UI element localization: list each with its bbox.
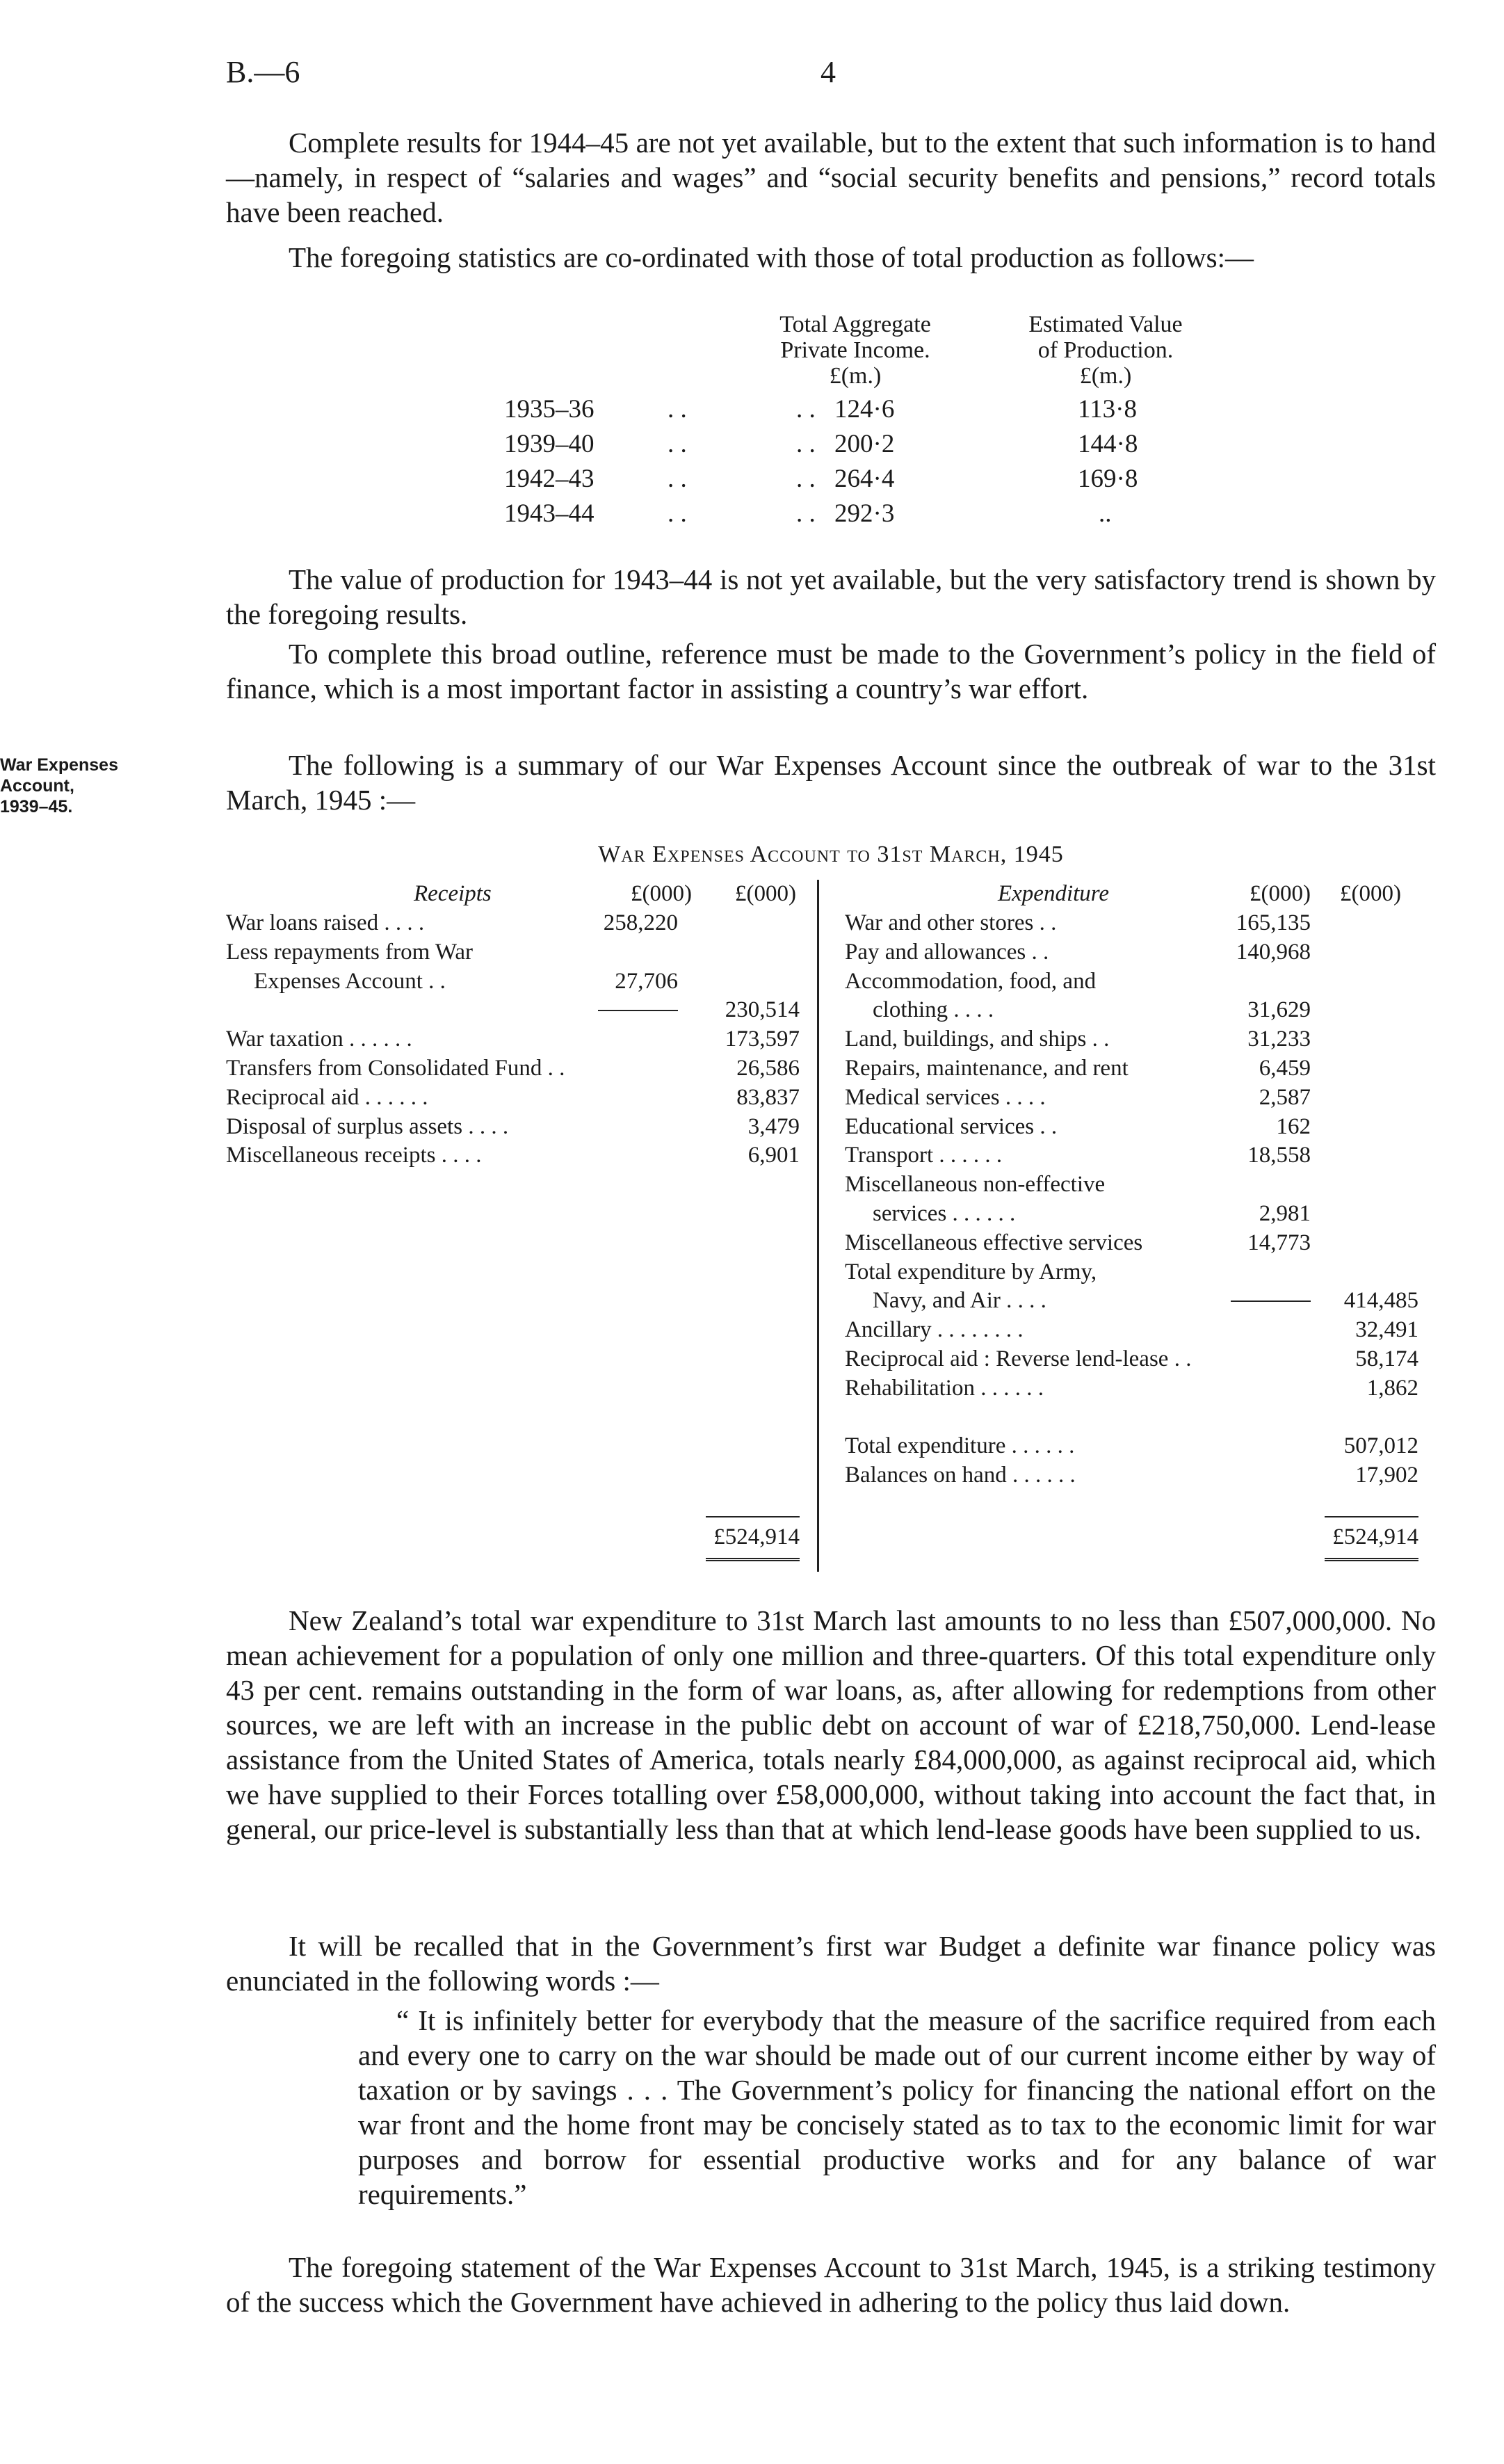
expenditure-total: £524,914 bbox=[1332, 1524, 1418, 1549]
expenditure-row-total: 32,491 bbox=[1355, 1317, 1418, 1343]
expenditure-row-amount: 2,587 bbox=[1259, 1084, 1311, 1110]
unit-header: £(000) bbox=[1250, 881, 1311, 906]
expenditure-header: Expenditure bbox=[998, 881, 1110, 906]
receipt-row-total: 83,837 bbox=[736, 1084, 800, 1110]
paragraph-3: The value of production for 1943–44 is not yet available, but the very satisfactory trend is shown by the foregoing results. bbox=[226, 563, 1436, 630]
expenditure-row-label: Medical services . . . . bbox=[845, 1084, 1046, 1110]
war-expenses-account bbox=[226, 880, 1436, 1586]
receipt-row-label: Disposal of surplus assets . . . . bbox=[226, 1113, 509, 1139]
expenditure-row-amount: 14,773 bbox=[1247, 1230, 1311, 1255]
paragraph-2: The foregoing statistics are co-ordinated with those of total production as follows:— bbox=[289, 241, 1254, 273]
paragraph-5: The following is a summary of our War Expenses Account since the outbreak of war to the 31st March, 1945 :— bbox=[226, 749, 1436, 816]
expenditure-row-amount: 18,558 bbox=[1247, 1143, 1311, 1168]
receipt-row-total: 3,479 bbox=[747, 1113, 800, 1139]
double-rule bbox=[1325, 1558, 1418, 1561]
receipts-header: Receipts bbox=[414, 881, 492, 906]
double-rule bbox=[706, 1558, 800, 1561]
expenditure-row-label: Total expenditure . . . . . . bbox=[845, 1433, 1075, 1459]
expenditure-row-total: 58,174 bbox=[1355, 1346, 1418, 1371]
expenditure-row-label: Accommodation, food, and bbox=[845, 968, 1097, 994]
receipt-row-label: War loans raised . . . . bbox=[226, 910, 425, 935]
paragraph-8: The foregoing statement of the War Expenses Account to 31st March, 1945, is a striking testimony of the success which the Government have achieved in adhering to the policy thus laid down. bbox=[226, 2251, 1436, 2318]
expenditure-row-label: Land, buildings, and ships . . bbox=[845, 1026, 1110, 1052]
expenditure-row-label: Transport . . . . . . bbox=[845, 1143, 1003, 1168]
page-number: 4 bbox=[820, 55, 836, 89]
paragraph-6: New Zealand’s total war expenditure to 31st March last amounts to no less than £507,000,000. No mean achievement for a population of only one million and three-quarters. Of this total expenditure only 43 per cent. remains outstanding in the form of war loans, as, after allowing for redemptions from other sources, we are left with an increase in the public debt on account of war of £218,750,000. Lend-lease assistance from the United States of America, totals nearly £84,000,000, as against reciprocal aid, which we have supplied to their Forces totalling over £58,000,000, without taking into account the fact that, in general, our price-level is substantially less than that at which lend-lease goods have been supplied to us. bbox=[226, 1604, 1436, 1845]
expenditure-row-total: 17,902 bbox=[1355, 1463, 1418, 1488]
expenditure-row-amount: 165,135 bbox=[1236, 910, 1311, 935]
expenditure-row-label: Educational services . . bbox=[845, 1113, 1058, 1139]
account-title: War Expenses Account to 31st March, 1945 bbox=[598, 842, 1064, 867]
col-header-private-income: Total Aggregate Private Income. £(m.) bbox=[779, 312, 931, 389]
receipt-row-label: Miscellaneous receipts . . . . bbox=[226, 1143, 482, 1168]
receipt-row-label: Transfers from Consolidated Fund . . bbox=[226, 1056, 565, 1081]
total-rule bbox=[706, 1516, 800, 1517]
receipt-row-label: Less repayments from War bbox=[226, 939, 474, 965]
expenditure-row-label: Ancillary . . . . . . . . bbox=[845, 1317, 1024, 1343]
expenditure-row-label: Navy, and Air . . . . bbox=[873, 1288, 1046, 1314]
column-divider bbox=[817, 880, 819, 1572]
paragraph-4: To complete this broad outline, reference must be made to the Government’s policy in the field of finance, which is a most important factor in assisting a country’s war effort. bbox=[226, 638, 1436, 704]
expenditure-row-label: Repairs, maintenance, and rent bbox=[845, 1056, 1129, 1081]
document-code: B.—6 bbox=[226, 55, 300, 89]
expenditure-row-label: clothing . . . . bbox=[873, 997, 994, 1023]
paragraph-1: Complete results for 1944–45 are not yet available, but to the extent that such information is to hand—namely, in respect of “salaries and wages” and “social security benefits and pensions,” record totals have been reached. bbox=[226, 127, 1436, 228]
margin-note: War Expenses Account, 1939–45. bbox=[0, 755, 118, 816]
unit-header: £(000) bbox=[1340, 881, 1401, 906]
subtotal-rule bbox=[598, 1010, 678, 1011]
expenditure-row-amount: 31,233 bbox=[1247, 1026, 1311, 1052]
unit-header: £(000) bbox=[735, 881, 796, 906]
expenditure-row-total: 1,862 bbox=[1366, 1375, 1418, 1401]
expenditure-row-label: War and other stores . . bbox=[845, 910, 1057, 935]
expenditure-row-total: 414,485 bbox=[1343, 1288, 1418, 1314]
expenditure-row-label: Rehabilitation . . . . . . bbox=[845, 1375, 1044, 1401]
col-header-production: Estimated Value of Production. £(m.) bbox=[1028, 312, 1183, 389]
expenditure-row-amount: 162 bbox=[1276, 1113, 1311, 1139]
expenditure-row-total: 507,012 bbox=[1343, 1433, 1418, 1459]
expenditure-row-label: Total expenditure by Army, bbox=[845, 1259, 1097, 1285]
receipt-row-amount: 258,220 bbox=[603, 910, 678, 935]
receipt-row-total: 26,586 bbox=[736, 1056, 800, 1081]
paragraph-7: It will be recalled that in the Government’s first war Budget a definite war finance policy was enunciated in the following words :— bbox=[226, 1930, 1436, 1997]
expenditure-row-label: Miscellaneous non-effective bbox=[845, 1172, 1106, 1198]
expenditure-row-amount: 140,968 bbox=[1236, 939, 1311, 965]
expenditure-row-label: services . . . . . . bbox=[873, 1201, 1016, 1226]
receipt-row-total: 230,514 bbox=[725, 997, 800, 1023]
unit-header: £(000) bbox=[631, 881, 692, 906]
expenditure-row-label: Balances on hand . . . . . . bbox=[845, 1463, 1076, 1488]
subtotal-rule bbox=[1231, 1301, 1311, 1302]
expenditure-row-amount: 2,981 bbox=[1259, 1201, 1311, 1226]
expenditure-row-label: Miscellaneous effective services bbox=[845, 1230, 1143, 1255]
receipts-total: £524,914 bbox=[713, 1524, 800, 1549]
receipt-row-label: War taxation . . . . . . bbox=[226, 1026, 412, 1052]
expenditure-row-amount: 31,629 bbox=[1247, 997, 1311, 1023]
receipt-row-amount: 27,706 bbox=[615, 968, 678, 994]
production-table: Total Aggregate Private Income. £(m.) Estimated Value of Production. £(m.) 1935–36 . . . . 124·6 113·8 1939–40 . . . . 200·2 144·8 1942–43 . . . . 264·4 169·8 1943–44 . . . . 292·3 .. bbox=[504, 312, 1269, 548]
budget-quote: “ It is infinitely better for everybody that the measure of the sacrifice required from each and every one to carry on the war should be made out of our current income either by way of taxation or by savings . . . The Government’s policy for financing the national effort on the war front and the home front may be concisely stated as to tax to the economic limit for war purposes and borrow for essential productive works and for any balance of war requirements.” bbox=[358, 2004, 1436, 2210]
expenditure-row-label: Pay and allowances . . bbox=[845, 939, 1049, 965]
receipt-row-label: Expenses Account . . bbox=[254, 968, 446, 994]
receipt-row-total: 6,901 bbox=[747, 1143, 800, 1168]
expenditure-row-label: Reciprocal aid : Reverse lend-lease . . bbox=[845, 1346, 1192, 1371]
total-rule bbox=[1325, 1516, 1418, 1517]
receipt-row-total: 173,597 bbox=[725, 1026, 800, 1052]
expenditure-row-amount: 6,459 bbox=[1259, 1056, 1311, 1081]
receipt-row-label: Reciprocal aid . . . . . . bbox=[226, 1084, 428, 1110]
